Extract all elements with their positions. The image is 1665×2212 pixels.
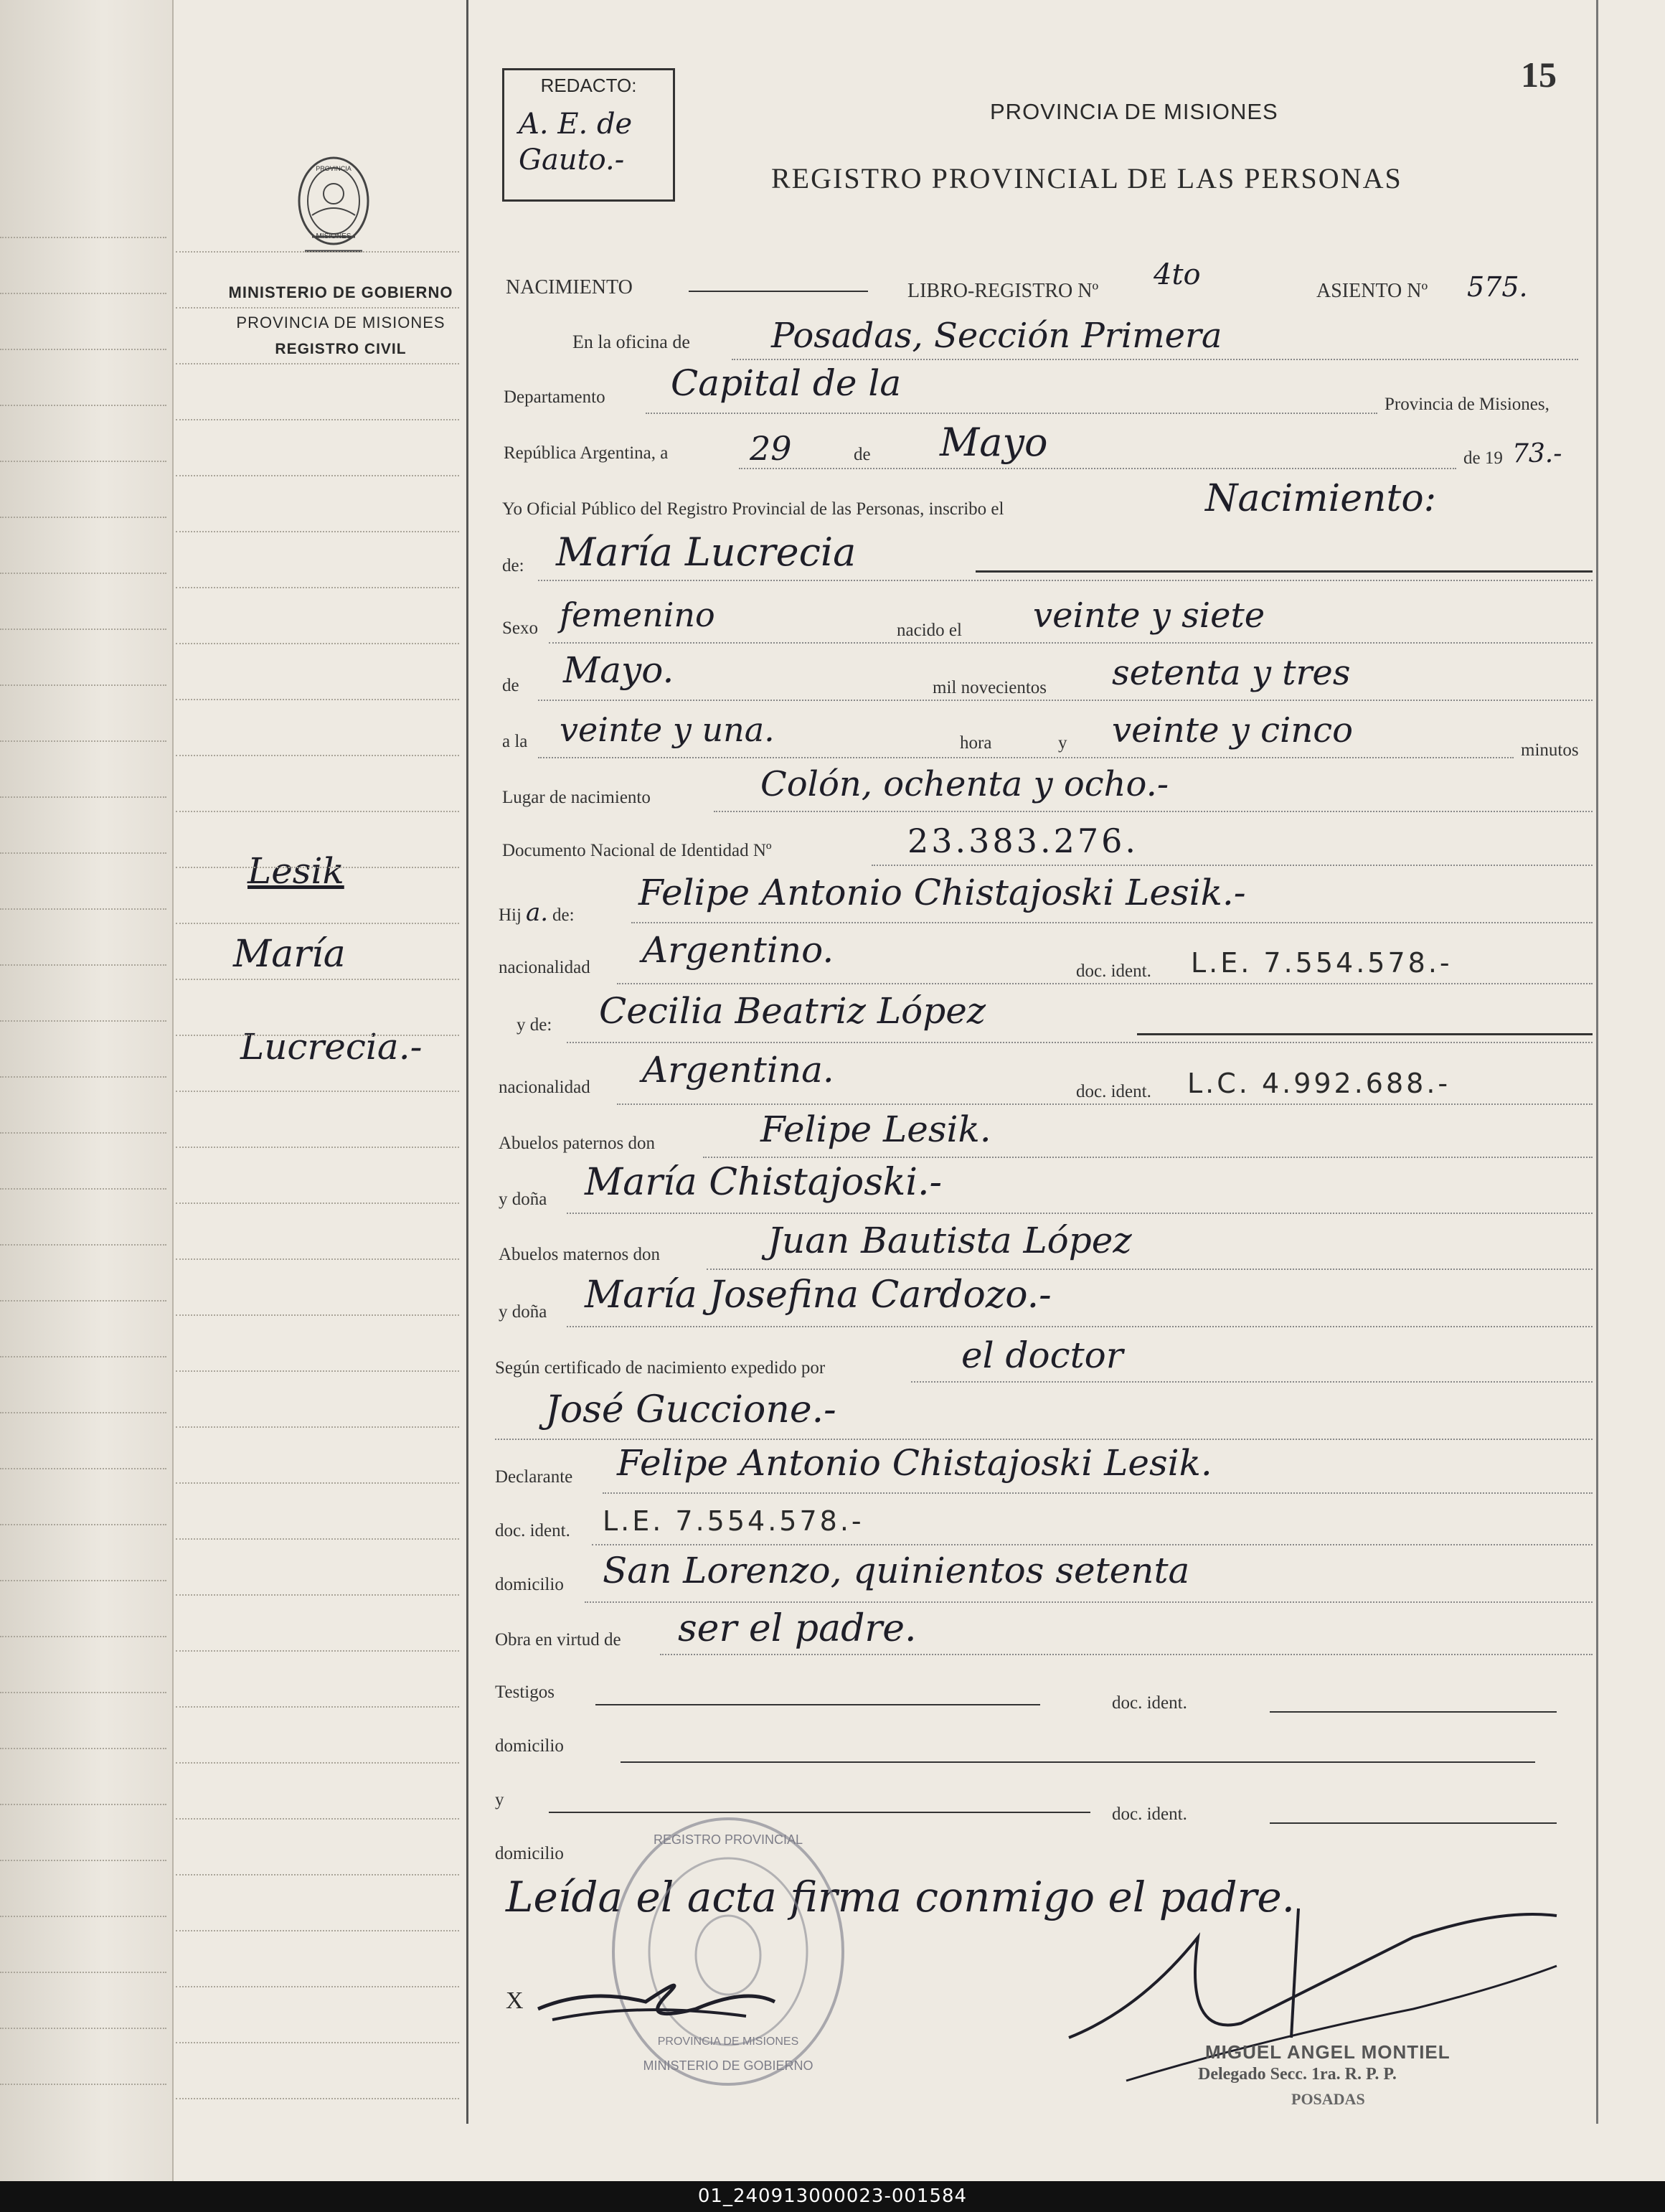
witness-label: Testigos xyxy=(495,1682,555,1702)
child-label-pre: Hij xyxy=(499,905,522,925)
seal-bottom-text: MINISTERIO DE GOBIERNO xyxy=(643,2058,813,2073)
hour-value: veinte y una. xyxy=(560,710,775,749)
ruled-line xyxy=(176,1930,459,1931)
paternal-grandfather-value: Felipe Lesik. xyxy=(760,1109,991,1150)
ruled-line xyxy=(176,1482,459,1484)
seal-top-text: REGISTRO PROVINCIAL xyxy=(653,1832,803,1847)
redacto-title: REDACTO: xyxy=(540,75,637,96)
ruled-line xyxy=(0,1524,166,1525)
entry-label: ASIENTO Nº xyxy=(1316,280,1428,302)
ruled-line xyxy=(0,1356,166,1357)
rule xyxy=(538,700,1593,701)
mil-label: mil novecientos xyxy=(933,678,1047,697)
ruled-line xyxy=(176,307,459,309)
book-label: LIBRO-REGISTRO Nº xyxy=(907,280,1099,302)
round-seal xyxy=(603,1808,854,2095)
ruled-line xyxy=(0,349,166,350)
ruled-line xyxy=(0,461,166,462)
month-label: de xyxy=(502,676,519,695)
ruled-line xyxy=(0,629,166,630)
certificate-value: el doctor xyxy=(961,1335,1123,1376)
ruled-line xyxy=(0,1076,166,1078)
ruled-line xyxy=(176,587,459,588)
witness-doc-label: doc. ident. xyxy=(1112,1693,1187,1713)
witness2-label: y xyxy=(495,1790,504,1809)
certificate-label: Según certificado de nacimiento expedido por xyxy=(495,1358,826,1378)
de-label: de xyxy=(854,445,871,464)
mother-nat-label: nacionalidad xyxy=(499,1078,590,1097)
ruled-line xyxy=(176,2098,459,2099)
day-value: 29 xyxy=(750,429,792,468)
ruled-line xyxy=(0,1972,166,1973)
ruled-line xyxy=(0,852,166,854)
birth-month-value: Mayo. xyxy=(563,649,674,691)
rule xyxy=(631,922,1593,923)
mother-doc-value: L.C. 4.992.688.- xyxy=(1187,1068,1451,1099)
ruled-line xyxy=(0,2084,166,2085)
ruled-line xyxy=(0,573,166,574)
margin-surname: Lesik xyxy=(247,850,344,892)
entry-value: 575. xyxy=(1467,271,1528,303)
seal-side-text: PROVINCIA DE MISIONES xyxy=(657,2035,799,2048)
ruled-line xyxy=(0,1860,166,1861)
ruled-line xyxy=(0,2028,166,2029)
rule xyxy=(872,865,1593,866)
child-label-letter: a. xyxy=(525,898,549,927)
official-stamp-name: MIGUEL ANGEL MONTIEL xyxy=(1205,2041,1451,2063)
year-label: de 19 xyxy=(1463,448,1503,468)
ruled-line xyxy=(0,1300,166,1302)
declarant-value: Felipe Antonio Chistajoski Lesik. xyxy=(617,1442,1212,1484)
rule xyxy=(714,811,1593,812)
rule xyxy=(549,642,1593,644)
witness2-doc-label: doc. ident. xyxy=(1112,1804,1187,1824)
ruled-line xyxy=(0,1748,166,1749)
child-name-value: María Lucrecia xyxy=(556,530,857,575)
father-doc-value: L.E. 7.554.578.- xyxy=(1191,947,1453,979)
ruled-line xyxy=(0,293,166,294)
dni-value: 23.383.276. xyxy=(907,822,1138,860)
domicile-label: domicilio xyxy=(495,1575,564,1594)
ruled-line xyxy=(176,1818,459,1820)
sex-value: femenino xyxy=(560,596,715,634)
ruled-line xyxy=(176,1091,459,1092)
paternal-grandmother-label: y doña xyxy=(499,1190,547,1209)
dni-label: Documento Nacional de Identidad Nº xyxy=(502,841,772,860)
witness-domicile-label: domicilio xyxy=(495,1736,564,1756)
rule xyxy=(595,1704,1040,1705)
parent-signature xyxy=(531,1959,803,2038)
sign-mark: X xyxy=(506,1987,524,2014)
declarant-doc-value: L.E. 7.554.578.- xyxy=(603,1505,864,1537)
dept-value: Capital de la xyxy=(671,362,902,404)
ruled-line xyxy=(0,1020,166,1022)
ruled-line xyxy=(176,1147,459,1148)
y-label: y xyxy=(1058,733,1067,753)
redacto-box xyxy=(502,68,675,202)
rule xyxy=(617,1103,1593,1105)
rule xyxy=(1137,1033,1593,1035)
ruled-line xyxy=(176,979,459,980)
book-value: 4to xyxy=(1154,258,1201,291)
office-value: Posadas, Sección Primera xyxy=(771,316,1222,356)
virtue-label: Obra en virtud de xyxy=(495,1630,621,1649)
ruled-line xyxy=(176,1370,459,1372)
margin-divider xyxy=(466,0,468,2124)
year-value: 73.- xyxy=(1512,439,1562,469)
mother-nat-value: Argentina. xyxy=(642,1049,834,1091)
ruled-line xyxy=(0,796,166,798)
rule xyxy=(976,570,1593,573)
republic-label: República Argentina, a xyxy=(504,443,669,463)
of-label: de: xyxy=(502,556,524,575)
province-suffix: Provincia de Misiones, xyxy=(1385,395,1550,414)
ruled-line xyxy=(176,1035,459,1036)
ruled-line xyxy=(176,1706,459,1708)
margin-first-name: María xyxy=(233,933,346,976)
ruled-line xyxy=(0,1468,166,1469)
office-label: En la oficina de xyxy=(572,331,690,352)
ruled-line xyxy=(176,643,459,644)
rule xyxy=(1270,1822,1557,1824)
rule xyxy=(739,468,1456,469)
domicile-value: San Lorenzo, quinientos setenta xyxy=(603,1550,1190,1591)
ruled-line xyxy=(0,1244,166,1246)
sex-label: Sexo xyxy=(502,618,538,638)
rule xyxy=(621,1761,1535,1763)
ruled-line xyxy=(176,1203,459,1204)
read-note: Leída el acta firma conmigo el padre. xyxy=(506,1873,1296,1921)
official-label: Yo Oficial Público del Registro Provincial de las Personas, inscribo el xyxy=(502,499,1004,519)
rule xyxy=(617,983,1593,984)
ruled-line xyxy=(176,1594,459,1596)
ruled-line xyxy=(176,419,459,420)
ministry-line-3: REGISTRO CIVIL xyxy=(275,341,407,357)
father-nat-label: nacionalidad xyxy=(499,958,590,977)
ruled-line xyxy=(176,1426,459,1428)
rule xyxy=(911,1381,1593,1383)
ruled-line xyxy=(0,1580,166,1581)
maternal-grandmother-label: y doña xyxy=(499,1302,547,1322)
ruled-line xyxy=(0,1916,166,1917)
born-label: nacido el xyxy=(897,621,962,640)
maternal-grandfather-value: Juan Bautista López xyxy=(768,1220,1132,1261)
rule xyxy=(585,1601,1593,1603)
virtue-value: ser el padre. xyxy=(678,1607,917,1650)
rule xyxy=(567,1326,1593,1327)
ruled-line xyxy=(176,1314,459,1316)
ruled-line xyxy=(176,1258,459,1260)
ruled-line xyxy=(0,1412,166,1413)
rule xyxy=(603,1492,1593,1494)
ruled-line xyxy=(0,1188,166,1190)
maternal-grandmother-value: María Josefina Cardozo.- xyxy=(585,1274,1052,1317)
father-doc-label: doc. ident. xyxy=(1076,961,1151,981)
hora-label: hora xyxy=(960,733,992,753)
certificate-value-2: José Guccione.- xyxy=(545,1388,836,1431)
rule xyxy=(538,757,1514,758)
ruled-line xyxy=(176,699,459,700)
footer-id: 01_240913000023-001584 xyxy=(697,2185,968,2207)
minutos-label: minutos xyxy=(1521,740,1579,760)
rule xyxy=(703,1157,1593,1158)
ruled-line xyxy=(176,2042,459,2043)
rule xyxy=(707,1269,1593,1270)
ruled-line xyxy=(176,1538,459,1540)
place-label: Lugar de nacimiento xyxy=(502,788,651,807)
official-stamp-city: POSADAS xyxy=(1291,2090,1365,2108)
ruled-line xyxy=(176,475,459,476)
ruled-line xyxy=(0,1804,166,1805)
redacto-value: A. E. de Gauto.- xyxy=(519,108,633,177)
paternal-grandmother-value: María Chistajoski.- xyxy=(585,1161,943,1204)
header-registry: REGISTRO PROVINCIAL DE LAS PERSONAS xyxy=(771,162,1402,194)
ruled-line xyxy=(176,531,459,532)
margin-column xyxy=(176,0,466,2124)
ruled-line xyxy=(176,363,459,364)
official-stamp-title: Delegado Secc. 1ra. R. P. P. xyxy=(1198,2065,1397,2084)
ministry-line-1: MINISTERIO DE GOBIERNO xyxy=(228,283,453,301)
page-number: 15 xyxy=(1521,55,1557,95)
child-label-post: de: xyxy=(552,905,575,925)
ruled-line xyxy=(176,1986,459,1987)
ruled-line xyxy=(0,1636,166,1637)
ruled-line xyxy=(0,405,166,406)
ruled-line xyxy=(0,908,166,910)
mother-value: Cecilia Beatriz López xyxy=(599,990,986,1032)
ministry-line-2: PROVINCIA DE MISIONES xyxy=(236,314,445,331)
child-label xyxy=(499,898,575,927)
ruled-line xyxy=(176,1762,459,1764)
rule xyxy=(538,580,1593,581)
mother-doc-label: doc. ident. xyxy=(1076,1082,1151,1101)
declarant-label: Declarante xyxy=(495,1467,573,1487)
ruled-line xyxy=(176,867,459,868)
ruled-line xyxy=(0,964,166,966)
record-type-label: NACIMIENTO xyxy=(506,276,633,298)
rule xyxy=(567,1213,1593,1214)
paternal-grandfather-label: Abuelos paternos don xyxy=(499,1134,656,1153)
ruled-line xyxy=(176,923,459,924)
declarant-doc-label: doc. ident. xyxy=(495,1521,570,1540)
minutes-value: veinte y cinco xyxy=(1112,710,1354,750)
province-seal-icon xyxy=(291,143,377,265)
rule xyxy=(689,291,868,292)
rule xyxy=(592,1544,1593,1545)
ruled-line xyxy=(0,1692,166,1693)
maternal-grandfather-label: Abuelos maternos don xyxy=(499,1245,660,1264)
rule xyxy=(646,413,1377,414)
rule xyxy=(660,1654,1593,1655)
father-value: Felipe Antonio Chistajoski Lesik.- xyxy=(638,872,1246,913)
born-value: veinte y siete xyxy=(1033,596,1265,636)
left-page-edge xyxy=(0,0,174,2181)
father-nat-value: Argentino. xyxy=(642,929,834,971)
year-words-value: setenta y tres xyxy=(1112,653,1351,693)
seal-top-text: PROVINCIA xyxy=(316,165,352,172)
mother-and-label: y de: xyxy=(517,1015,552,1035)
rule xyxy=(1270,1711,1557,1713)
header-province: PROVINCIA DE MISIONES xyxy=(990,99,1278,124)
ruled-line xyxy=(176,755,459,756)
at-label: a la xyxy=(502,732,528,751)
rule xyxy=(495,1439,1593,1440)
ruled-line xyxy=(0,517,166,518)
ruled-line xyxy=(176,811,459,812)
ruled-line xyxy=(0,1132,166,1134)
dept-label: Departamento xyxy=(504,387,605,407)
ruled-line xyxy=(176,1874,459,1876)
ruled-line xyxy=(0,740,166,742)
margin-second-name: Lucrecia.- xyxy=(240,1026,423,1068)
rule xyxy=(732,359,1578,360)
official-value: Nacimiento: xyxy=(1205,477,1437,520)
main-column xyxy=(495,0,1603,2124)
ruled-line xyxy=(176,1650,459,1652)
ruled-line xyxy=(0,684,166,686)
ruled-line xyxy=(0,237,166,238)
month-value: Mayo xyxy=(940,420,1048,465)
seal-bottom-text: MISIONES xyxy=(316,232,352,240)
place-value: Colón, ochenta y ocho.- xyxy=(760,764,1169,804)
witness2-domicile-label: domicilio xyxy=(495,1844,564,1863)
rule xyxy=(567,1042,1593,1043)
ruled-line xyxy=(176,251,459,253)
